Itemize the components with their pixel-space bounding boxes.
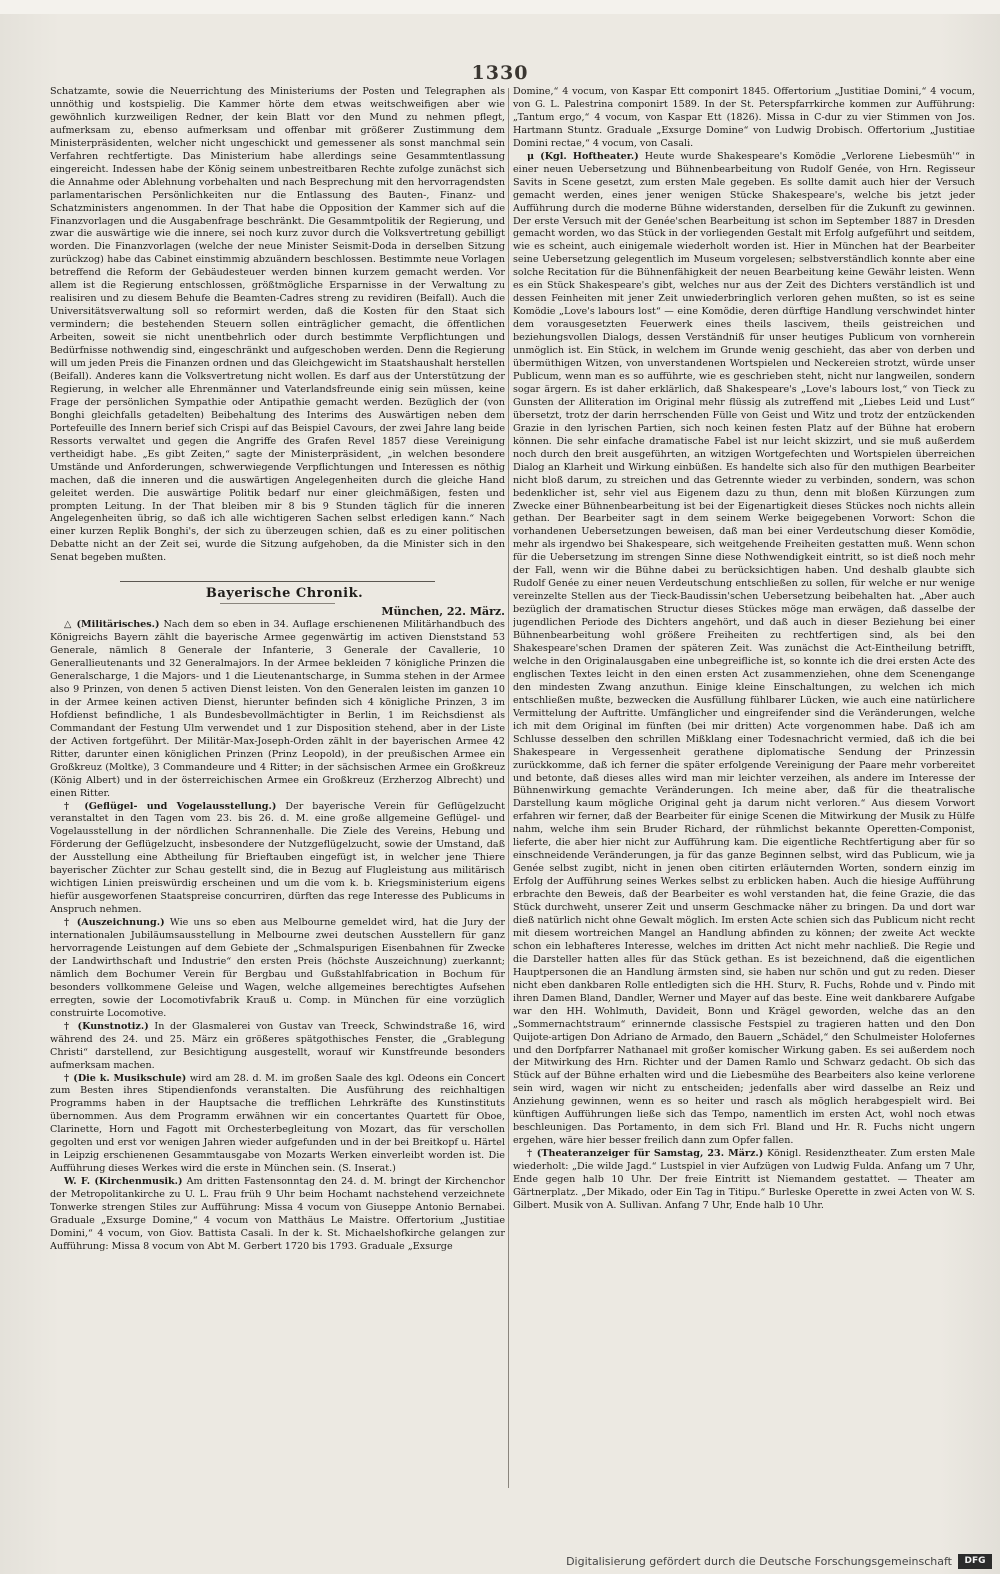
news-entry-art-notice bbox=[50, 1021, 505, 1073]
entry-text: wird am 28. d. M. im großen Saale des kgl. Odeons ein Concert zum Besten ihres Stipendienfonds veranstalten. Die Ausführung des reichhaltigen Programms haben in der Hauptsache die trefflichen Lehrkräfte des Kunstinstituts übernommen. Aus dem Programm erwähnen wir ein concertantes Quartett für Oboe, Clarinette, Horn und Fagott mit Orchesterbegleitung von Mozart, das für verschollen gegolten und erst vor wenigen Jahren wieder aufgefunden und in der bei Breitkopf u. Härtel in Leipzig erschienenen Gesammtausgabe von Mozarts Werken einverleibt worden ist. Die Aufführung dieses Werkes wird die erste in München sein. (S. Inserat.) bbox=[50, 1072, 505, 1175]
entry-heading: † (Auszeichnung.) bbox=[64, 917, 165, 929]
scan-edge bbox=[0, 0, 1000, 14]
news-entry-theatre-listings bbox=[513, 1148, 975, 1213]
dfg-logo-icon: DFG bbox=[958, 1554, 992, 1569]
news-entry-military bbox=[50, 619, 505, 800]
entry-text: Königl. Residenztheater. Zum ersten Male wiederholt: „Die wilde Jagd.“ Lustspiel in vier Aufzügen von Ludwig Fulda. Anfang um 7 Uhr, Ende gegen halb 10 Uhr. Der freie Eintritt ist Niemandem gestattet. — Theater am Gärtnerplatz. „Der Mikado, oder Ein Tag in Titipu.“ Burleske Operette in zwei Acten von W. S. Gilbert. Musik von A. Sullivan. Anfang 7 Uhr, Ende halb 10 Uhr. bbox=[513, 1148, 975, 1211]
entry-heading: † (Die k. Musikschule) bbox=[64, 1072, 187, 1084]
news-entry-award bbox=[50, 917, 505, 1021]
entry-text: Am dritten Fastensonntag den 24. d. M. bringt der Kirchenchor der Metropolitankirche zu U. L. Frau früh 9 Uhr beim Hochamt nachstehend verzeichnete Tonwerke strengen Stiles zur Aufführung: Missa 4 vocum von Giuseppe Antonio Bernabei. Graduale „Exsurge Domine,“ 4 vocum von Matthäus Le Maistre. Offertorium „Justitiae Domini,“ 4 vocum, von Giov. Battista Casali. In der k. St. Michaelshofkirche gelangen zur Aufführung: Missa 8 vocum von Abt M. Gerbert 1720 bis 1793. Graduale „Exsurge bbox=[50, 1176, 505, 1252]
column-rule bbox=[508, 88, 509, 1488]
section-divider bbox=[120, 581, 435, 582]
funding-credit: Digitalisierung gefördert durch die Deutsche Forschungsgemeinschaft bbox=[566, 1555, 952, 1568]
dateline: München, 22. März. bbox=[381, 605, 505, 619]
church-music-continuation: Domine,“ 4 vocum, von Kaspar Ett componirt 1845. Offertorium „Justitiae Domini,“ 4 vocum, von G. L. Palestrina componirt 1589. In der St. Peterspfarrkirche kommen zur Aufführung: „Tantum ergo,“ 4 vocum, von Kaspar Ett (1826). Missa in C-dur zu vier Stimmen von Jos. Hartmann Stuntz. Graduale „Exsurge Domine“ von Ludwig Drobisch. Offertorium „Justitiae Domini rectae,“ 4 vocum, von Casali. bbox=[513, 86, 975, 149]
news-entry-poultry-show bbox=[50, 801, 505, 918]
news-entry-music-school bbox=[50, 1073, 505, 1177]
entry-heading: W. F. (Kirchenmusik.) bbox=[64, 1176, 183, 1188]
section-title-underline bbox=[220, 603, 335, 604]
entry-heading: † (Kunstnotiz.) bbox=[64, 1020, 149, 1032]
digitization-footer bbox=[0, 1552, 1000, 1574]
news-entry-court-theatre bbox=[513, 151, 975, 1148]
page-number: 1330 bbox=[471, 62, 529, 84]
entry-heading: △ (Militärisches.) bbox=[64, 619, 160, 631]
article-continuation: Schatzamte, sowie die Neuerrichtung des Ministeriums der Posten und Telegraphen als unnöthig und kostspielig. Die Kammer hörte dem etwas weitschweifigen aber wie gewöhnlich kurzweiligen Redner, der kein Blatt vor den Mund zu nehmen pflegt, aufmerksam zu, ebenso aufmerksam und offenbar mit größerer Zustimmung dem Ministerpräsidenten, welcher nicht ungeschickt und gemessener als sonst manchmal sein Verfahren rechtfertigte. Das Ministerium habe allerdings seine Gesammtentlassung eingereicht. Indessen habe der König seinem unbestreitbaren Rechte zufolge zunächst sich die Annahme oder Ablehnung vorbehalten und nach Besprechung mit den hervorragendsten parlamentarischen Persönlichkeiten nur die Entlassung des Bauten-, Finanz- und Schatzministers angenommen. In der That habe die Opposition der Kammer sich auf die Finanzvorlagen und die Ausgabenfrage beschränkt. Die Gesammtpolitik der Regierung, und zwar die auswärtige wie die innere, sei noch kurz zuvor durch die Volksvertretung gebilligt worden. Die Finanzvorlagen (welche der neue Minister Seismit-Doda in derselben Sitzung zurückzog) habe das Cabinet einstimmig abzuändern beschlossen. Bestimmte neue Vorlagen betreffend die Reform der Gebäudesteuer werden binnen kurzem gemacht werden. Vor allem ist die Regierung entschlossen, größtmögliche Ersparnisse in der Verwaltung zu realisiren und zu diesem Behufe die Beamten-Cadres streng zu revidiren (Beifall). Auch die Universitätsverwaltung soll so reformirt werden, daß die Kosten für den Staat sich vermindern; die bestehenden Steuern sollen einträglicher gemacht, die öffentlichen Arbeiten, soweit sie nicht unentbehrlich oder durch bestimmte Verpflichtungen und Bedürfnisse nothwendig sind, eingeschränkt und aufgeschoben werden. Denn die Regierung will um jeden Preis die Finanzen ordnen und das Gleichgewicht im Staatshaushalt herstellen (Beifall). Anderes kann die Volksvertretung nicht wollen. Es darf aus der Unterstützung der Regierung, in welcher alle Ehrenmänner und Vaterlandsfreunde einig sein müssen, keine Frage der persönlichen Sympathie oder Antipathie gemacht werden. Bezüglich der (von Bonghi gleichfalls getadelten) Beibehaltung des Interims des Auswärtigen neben dem Portefeuille des Innern berief sich Crispi auf das Beispiel Cavours, der zwei Jahre lang beide Ressorts verwaltet und gegen die Angriffe des Grafen Revel 1857 diese Vereinigung vertheidigt habe. „Es gibt Zeiten,“ sagte der Ministerpräsident, „in welchen besondere Umstände und Anforderungen, schwerwiegende Verpflichtungen und Interessen es nöthig machen, daß die inneren und die auswärtigen Angelegenheiten durch die gleiche Hand geleitet werden. Die auswärtige Politik bedarf nur einer gleichmäßigen, festen und prompten Leitung. In der That bleiben mir 8 bis 9 Stunden täglich für die inneren Angelegenheiten übrig, so daß ich alle wichtigeren Sachen selbst erledigen kann.“ Nach einer kurzen Replik Bonghi's, der sich zu überzeugen schien, daß es zu einer politischen Debatte nicht an der Zeit sei, wurde die Sitzung aufgehoben, da die Minister sich in den Senat begeben mußten. bbox=[50, 86, 505, 564]
entry-text: In der Glasmalerei von Gustav van Treeck, Schwindstraße 16, wird während des 24. und 25. März ein größeres spätgothisches Fenster, die „Grablegung Christi“ darstellend, zur Besichtigung ausgestellt, worauf wir Kunstfreunde besonders aufmerksam machen. bbox=[50, 1020, 505, 1071]
left-column bbox=[50, 86, 505, 1491]
entry-text: Der bayerische Verein für Geflügelzucht veranstaltet in den Tagen vom 23. bis 26. d. M. eine große allgemeine Geflügel- und Vogelausstellung in der nördlichen Schrannenhalle. Die Ziele des Vereins, Hebung und Förderung der Geflügelzucht, insbesondere der Nutzgeflügelzucht, sowie der Umstand, daß der Ausstellung eine Abtheilung für Brieftauben eingefügt ist, in welcher jene Thiere bayerischer Züchter zur Schau gestellt sind, die in Bezug auf Flugleistung aus militärisch wichtigen Linien preiswürdig erscheinen und um die vom k. b. Kriegsministerium eigens hiefür ausgeworfenen Staatspreise concurriren, dürften das rege Interesse des Publicums in Anspruch nehmen. bbox=[50, 800, 505, 916]
news-entry-church-music bbox=[50, 1176, 505, 1254]
entry-text: Nach dem so eben in 34. Auflage erschienenen Militärhandbuch des Königreichs Bayern zählt die bayerische Armee gegenwärtig im activen Dienststand 53 Generale, nämlich 8 Generale der Infanterie, 3 Generale der Cavallerie, 10 Generallieutenants und 32 Generalmajors. In der Armee bekleiden 7 königliche Prinzen die Generalscharge, 1 die Majors- und 1 die Lieutenantscharge, in Summa stehen in der Armee also 9 Prinzen, von denen 5 activen Dienst leisten. Von den Generalen leisten im ganzen 10 in der Armee keinen activen Dienst, hierunter befinden sich 4 königliche Prinzen, 3 im Hofdienst befindliche, 1 als Bundesbevollmächtigter in Berlin, 1 im Reichsdienst als Commandant der Festung Ulm verwendet und 1 zur Disposition stehend, aber in der Liste der Activen fortgeführt. Der Militär-Max-Joseph-Orden zählt in der bayerischen Armee 42 Ritter, darunter einen königlichen Prinzen (Prinz Leopold), in der preußischen Armee ein Großkreuz (Moltke), 3 Commandeure und 4 Ritter; in der sächsischen Armee ein Großkreuz (König Albert) und in der österreichischen Armee ein Großkreuz (Erzherzog Albrecht) und einen Ritter. bbox=[50, 619, 505, 799]
entry-heading: † (Theateranzeiger für Samstag, 23. März.) bbox=[527, 1148, 764, 1160]
entry-heading: μ (Kgl. Hoftheater.) bbox=[527, 150, 639, 162]
entry-text: Heute wurde Shakespeare's Komödie „Verlorene Liebesmüh'“ in einer neuen Uebersetzung und Bühnenbearbeitung von Rudolf Genée, von Hrn. Regisseur Savits in Scene gesetzt, zum ersten Male gegeben. Es sollte damit auch hier der Versuch gemacht werden, eines jener wenigen Stücke Shakespeare's, welche bis jetzt jeder Aufführung durch die moderne Bühne widerstanden, derselben für die Zukunft zu gewinnen. Der erste Versuch mit der Genée'schen Bearbeitung ist schon im September 1887 in Dresden gemacht worden, wo das Stück in der vorliegenden Gestalt mit Erfolg aufgeführt und seitdem, wie es scheint, auch einigemale wiederholt worden ist. Hier in München hat der Bearbeiter seine Uebersetzung gelegentlich im Museum vorgelesen; selbstverständlich konnte aber eine solche Recitation für die Bühnenfähigkeit der neuen Bearbeitung keine Gewähr leisten. Wenn es ein Stück Shakespeare's gibt, welches nur aus der Zeit des Dichters verständlich ist und dessen Feinheiten mit jener Zeit unwiederbringlich verloren gehen mußten, so ist es seine Komödie „Love's labours lost“ — eine Komödie, deren dürftige Handlung verschwindet hinter dem vorausgesetzten Feuerwerk eines theils lascivem, theils geistreichen und beziehungsvollen Dialogs, dessen Verständniß für unser heutiges Publicum von vornherein unmöglich ist. Ein Stück, in welchem im Grunde wenig geschieht, das aber von derben und übermüthigen Witzen, von unverstandenen Wortspielen und Neckereien strotzt, würde unser Publicum, wenn man es so aufführte, wie es geschrieben steht, nicht nur langweilen, sondern sogar ärgern. Es ist daher erklärlich, daß Shakespeare's „Love's labours lost,“ von Tieck zu Gunsten der Alliteration im Original mehr flüssig als zutreffend mit „Liebes Leid und Lust“ übersetzt, trotz der darin herrschenden Fülle von Geist und Witz und trotz der entzückenden Grazie in den lyrischen Partien, sich noch keinen festen Platz auf der Bühne hat erobern können. Die sehr einfache dramatische Fabel ist nur leicht skizzirt, und sie muß außerdem noch durch den breit ausgeführten, an witzigen Wortgefechten und Wortspielen überreichen Dialog an Klarheit und Wirkung einbüßen. Es handelte sich also für den muthigen Bearbeiter nicht bloß darum, zu streichen und das Getrennte wieder zu verbinden, sondern, was schon bedenklicher ist, sehr viel aus Eigenem dazu zu thun, denn mit bloßen Kürzungen zum Zwecke einer Bühnenbearbeitung ist bei der Eigenartigkeit dieses Stückes noch nichts allein gethan. Der Bearbeiter sagt in dem seinem Werke beigegebenen Vorwort: Schon die vorhandenen Uebersetzungen beweisen, daß man bei einer Verdeutschung dieser Komödie, mehr als irgendwo bei Shakespeare, sich weitgehende Freiheiten gestatten muß. Wenn schon für die Uebersetzung im strengen Sinne diese Nothwendigkeit eintritt, so ist dieß noch mehr der Fall, wenn wir die Bühne dabei zu berücksichtigen haben. Und deshalb glaubte sich Rudolf Genée zu einer neuen Verdeutschung entschließen zu sollen, für welche er nur wenige vereinzelte Stellen aus der Tieck-Baudissin'schen Uebersetzung beibehalten hat. „Aber auch bezüglich der dramatischen Structur dieses Stückes möge man erwägen, daß dasselbe der jugendlichen Periode des Dichters angehört, und daß auch in dieser Beziehung bei einer Bühnenbearbeitung wohl größere Freiheiten zu rechtfertigen sind, als bei den Shakespeare'schen Dramen der späteren Zeit. Was zunächst die Act-Eintheilung betrifft, welche in den Originalausgaben eine unbegreifliche ist, so konnte ich die drei ersten Acte des englischen Textes leicht in den einen ersten Act zusammenziehen, ohne dem Scenengange den mindesten Zwang anzuthun. Einige kleine Einschaltungen, zu welchen ich mich entschließen mußte, bezwecken die Ausfüllung fühlbarer Lücken, wie auch eine natürlichere Vermittelung der Auftritte. Umfänglicher und eingreifender sind die Veränderungen, welche ich mit dem Original im fünften (bei mir dritten) Acte vorgenommen habe. Daß ich am Schlusse desselben den schrillen Mißklang einer Todesnachricht vermied, daß ich die bei Shakespeare in Vergessenheit gerathene diplomatische Sendung der Prinzessin zurückkomme, daß ich ferner die später erfolgende Vereinigung der Paare mehr vorbereitet und betonte, daß dieses alles wird man mir leichter verzeihen, als andere im Interesse der Bühnenwirkung gemachte Veränderungen. Ich meine aber, daß für die theatralische Darstellung kaum mögliche Original geht ja darum nicht verloren.“ Aus diesem Vorwort erfahren wir ferner, daß der Bearbeiter für einige Scenen die Mitwirkung der Musik zu Hülfe nahm, welche ihm sein Bruder Richard, der rühmlichst bekannte Operetten-Componist, lieferte, die aber hier nicht zur Aufführung kam. Die eigentliche Rechtfertigung aber für so einschneidende Veränderungen, ja für das ganze Beginnen selbst, wird das Publicum, wie ja Genée selbst zugibt, nicht in jenen oben citirten erläuternden Worten, sondern einzig im Erfolg der Aufführung seines Werkes selbst zu erblicken haben. Auch die hiesige Aufführung erbrachte den Beweis, daß der Bearbeiter es wohl verstanden hat, die feine Grazie, die das Stück durchweht, unserer Zeit und unserm Geschmacke näher zu bringen. Da und dort war dieß natürlich nicht ohne Gewalt möglich. Im ersten Acte schien sich das Publicum nicht recht mit diesem wortreichen Mangel an Handlung abfinden zu können; der zweite Act weckte schon ein lebhafteres Interesse, welches im dritten Act nicht mehr nachließ. Die Regie und die Darsteller hatten alles für das Stück gethan. Es ist bezeichnend, daß die eigentlichen Hauptpersonen die an Handlung ärmsten sind, sie haben nur schön und gut zu reden. Dieser nicht eben dankbaren Rolle entledigten sich die HH. Sturv, R. Fuchs, Rohde und v. Pindo mit ihren Damen Bland, Dandler, Werner und Mayer auf das beste. Eine weit dankbarere Aufgabe war den HH. Wohlmuth, Davideit, Bonn und Krägel geworden, welche das an den „Sommernachtstraum“ erinnernde classische Festspiel zu tragieren hatten und den Don Quijote-artigen Don Adriano de Armado, den Bauern „Schädel,“ den Schulmeister Holofernes und den Dorfpfarrer Nathanael mit großer komischer Wirkung gaben. Es sei außerdem noch der Mitwirkung des Hrn. Richter und der Damen Ramlo und Schwarz gedacht. Ob sich das Stück auf der Bühne erhalten wird und die Liebesmühe des Bearbeiters also keine verlorene sein wird, wagen wir nicht zu entscheiden; jedenfalls aber wird dasselbe an Reiz und Anziehung gewinnen, wenn es so heiter und rasch als möglich herabgespielt wird. Bei künftigen Aufführungen ließe sich das Tempo, namentlich im ersten Act, wohl noch etwas beschleunigen. Das Portamento, in dem sich Frl. Bland und Hr. R. Fuchs nicht ungern ergehen, wäre hier besser freilich dann zum Opfer fallen. bbox=[513, 150, 975, 1147]
section-title: Bayerische Chronik. bbox=[205, 586, 364, 602]
right-column bbox=[513, 86, 975, 1496]
entry-text: Wie uns so eben aus Melbourne gemeldet wird, hat die Jury der internationalen Jubiläumsausstellung in Melbourne zwei deutschen Ausstellern für ganz hervorragende Leistungen auf dem Gebiete der „Schmalspurigen Eisenbahnen für Zwecke der Landwirthschaft und Industrie“ den ersten Preis (höchste Auszeichnung) zuerkannt; nämlich dem Bochumer Verein für Bergbau und Gußstahlfabrication in Bochum für besonders vollkommene Geleise und Wagen, welche allgemeines berechtigtes Aufsehen erregten, sowie der Locomotivfabrik Krauß u. Comp. in München für eine vorzüglich construirte Locomotive. bbox=[50, 917, 505, 1019]
entry-heading: † (Geflügel- und Vogelausstellung.) bbox=[64, 800, 277, 812]
